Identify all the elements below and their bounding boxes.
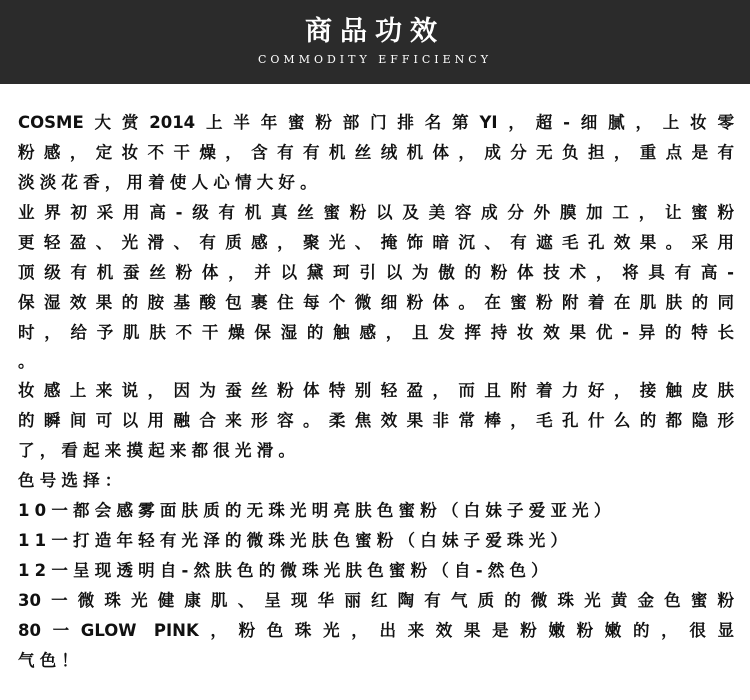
- text-line: 更轻盈、光滑、有质感，聚光、掩饰暗沉、有遮毛孔效果。采用: [18, 233, 734, 252]
- product-description: [18, 108, 734, 676]
- shade-line: 12一呈现透明自-然肤色的微珠光肤色蜜粉（自-然色）: [18, 561, 553, 580]
- header-banner: [0, 0, 750, 84]
- text-line: 淡淡花香，用着使人心情大好。: [18, 173, 322, 192]
- text-line: 时，给予肌肤不干燥保湿的触感，且发挥持妆效果优-异的特长: [18, 323, 734, 342]
- text-line: 。: [18, 352, 40, 371]
- shade-line: 气色！: [18, 651, 84, 670]
- shade-line: 80一GLOW PINK，粉色珠光，出来效果是粉嫩粉嫩的，很显: [18, 621, 734, 640]
- text-line: 顶级有机蚕丝粉体，并以黛珂引以为傲的粉体技术，将具有高-: [18, 263, 734, 282]
- text-line: 妆感上来说，因为蚕丝粉体特别轻盈，而且附着力好，接触皮肤: [18, 381, 734, 400]
- text-line: 业界初采用高-级有机真丝蜜粉以及美容成分外膜加工，让蜜粉: [18, 203, 734, 222]
- text-line: 了，看起来摸起来都很光滑。: [18, 441, 301, 460]
- text-line: COSME大赏2014上半年蜜粉部门排名第YI，超-细腻，上妆零: [18, 113, 734, 132]
- page-subtitle: COMMODITY EFFICIENCY: [258, 53, 492, 66]
- text-line: 色号选择：: [18, 471, 127, 490]
- text-line: 的瞬间可以用融合来形容。柔焦效果非常棒，毛孔什么的都隐形: [18, 411, 734, 430]
- shade-line: 11一打造年轻有光泽的微珠光肤色蜜粉（白妹子爱珠光）: [18, 531, 573, 550]
- page-title: 商品功效: [305, 16, 445, 47]
- text-line: 粉感，定妆不干燥，含有有机丝绒机体，成分无负担，重点是有: [18, 143, 734, 162]
- text-line: 保湿效果的胺基酸包裹住每个微细粉体。在蜜粉附着在肌肤的同: [18, 293, 734, 312]
- shade-line: 10一都会感雾面肤质的无珠光明亮肤色蜜粉（白妹子爱亚光）: [18, 501, 616, 520]
- shade-line: 30一微珠光健康肌、呈现华丽红陶有气质的微珠光黄金色蜜粉: [18, 591, 734, 610]
